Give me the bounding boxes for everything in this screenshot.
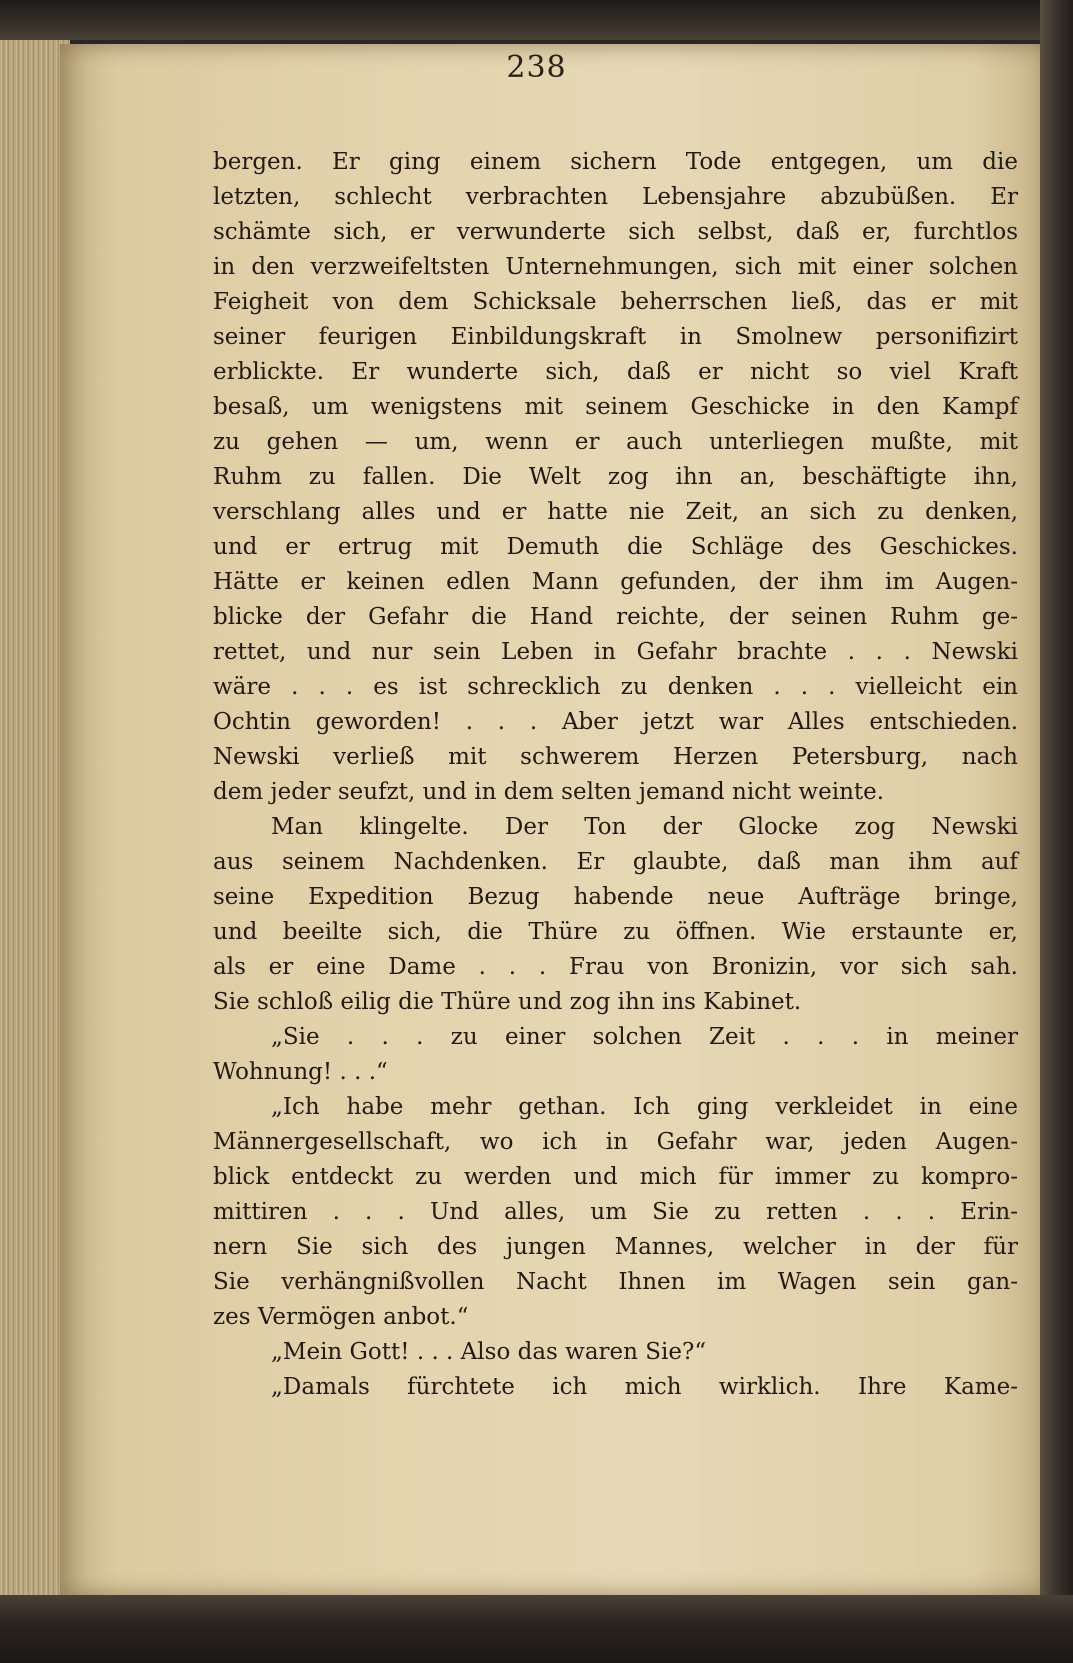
text-line: und beeilte sich, die Thüre zu öffnen. Wie erstaunte er, <box>213 919 1018 945</box>
text-line: verschlang alles und er hatte nie Zeit, an sich zu denken, <box>213 499 1018 525</box>
text-line: seine Expedition Bezug habende neue Aufträge bringe, <box>213 884 1018 910</box>
book-cover-bottom-edge <box>0 1595 1073 1663</box>
text-line: zu gehen — um, wenn er auch unterliegen mußte, mit <box>213 429 1018 455</box>
text-line: wäre . . . es ist schrecklich zu denken . . . vielleicht ein <box>213 674 1018 700</box>
text-line: seiner feurigen Einbildungskraft in Smolnew personifizirt <box>213 324 1018 350</box>
text-line: mittiren . . . Und alles, um Sie zu retten . . . Erin- <box>213 1199 1018 1225</box>
body-text <box>213 145 1018 1405</box>
text-line: erblickte. Er wunderte sich, daß er nicht so viel Kraft <box>213 359 1018 385</box>
text-line: Männergesellschaft, wo ich in Gefahr war, jeden Augen- <box>213 1129 1018 1155</box>
text-line: Newski verließ mit schwerem Herzen Petersburg, nach <box>213 744 1018 770</box>
text-line: „Ich habe mehr gethan. Ich ging verkleidet in eine <box>271 1094 1018 1120</box>
text-line: letzten, schlecht verbrachten Lebensjahre abzubüßen. Er <box>213 184 1018 210</box>
text-line: besaß, um wenigstens mit seinem Geschicke in den Kampf <box>213 394 1018 420</box>
book-cover-right-edge <box>1040 0 1073 1663</box>
text-line: Ochtin geworden! . . . Aber jetzt war Alles entschieden. <box>213 709 1018 735</box>
text-line: zes Vermögen anbot.“ <box>213 1304 469 1330</box>
text-line: Sie schloß eilig die Thüre und zog ihn ins Kabinet. <box>213 989 802 1015</box>
text-line: Feigheit von dem Schicksale beherrschen ließ, das er mit <box>213 289 1018 315</box>
text-line: Ruhm zu fallen. Die Welt zog ihn an, beschäftigte ihn, <box>213 464 1018 490</box>
text-line: als er eine Dame . . . Frau von Bronizin, vor sich sah. <box>213 954 1018 980</box>
text-line: und er ertrug mit Demuth die Schläge des Geschickes. <box>213 534 1018 560</box>
text-line: blick entdeckt zu werden und mich für immer zu kompro- <box>213 1164 1018 1190</box>
text-line: „Mein Gott! . . . Also das waren Sie?“ <box>271 1339 707 1365</box>
page-number: 238 <box>506 50 567 85</box>
text-line: Wohnung! . . .“ <box>213 1059 388 1085</box>
text-line: rettet, und nur sein Leben in Gefahr brachte . . . Newski <box>213 639 1018 665</box>
text-line: Sie verhängnißvollen Nacht Ihnen im Wagen sein gan- <box>213 1269 1018 1295</box>
text-line: aus seinem Nachdenken. Er glaubte, daß man ihm auf <box>213 849 1018 875</box>
text-line: nern Sie sich des jungen Mannes, welcher in der für <box>213 1234 1018 1260</box>
text-line: blicke der Gefahr die Hand reichte, der seinen Ruhm ge- <box>213 604 1018 630</box>
text-line: bergen. Er ging einem sichern Tode entgegen, um die <box>213 149 1018 175</box>
text-line: schämte sich, er verwunderte sich selbst, daß er, furchtlos <box>213 219 1018 245</box>
text-line: „Damals fürchtete ich mich wirklich. Ihre Kame- <box>271 1374 1018 1400</box>
book-cover-top-edge <box>0 0 1073 40</box>
text-line: in den verzweifeltsten Unternehmungen, sich mit einer solchen <box>213 254 1018 280</box>
text-line: „Sie . . . zu einer solchen Zeit . . . in meiner <box>271 1024 1018 1050</box>
text-line: dem jeder seufzt, und in dem selten jemand nicht weinte. <box>213 779 885 805</box>
text-line: Hätte er keinen edlen Mann gefunden, der ihm im Augen- <box>213 569 1018 595</box>
text-line: Man klingelte. Der Ton der Glocke zog Newski <box>271 814 1018 840</box>
